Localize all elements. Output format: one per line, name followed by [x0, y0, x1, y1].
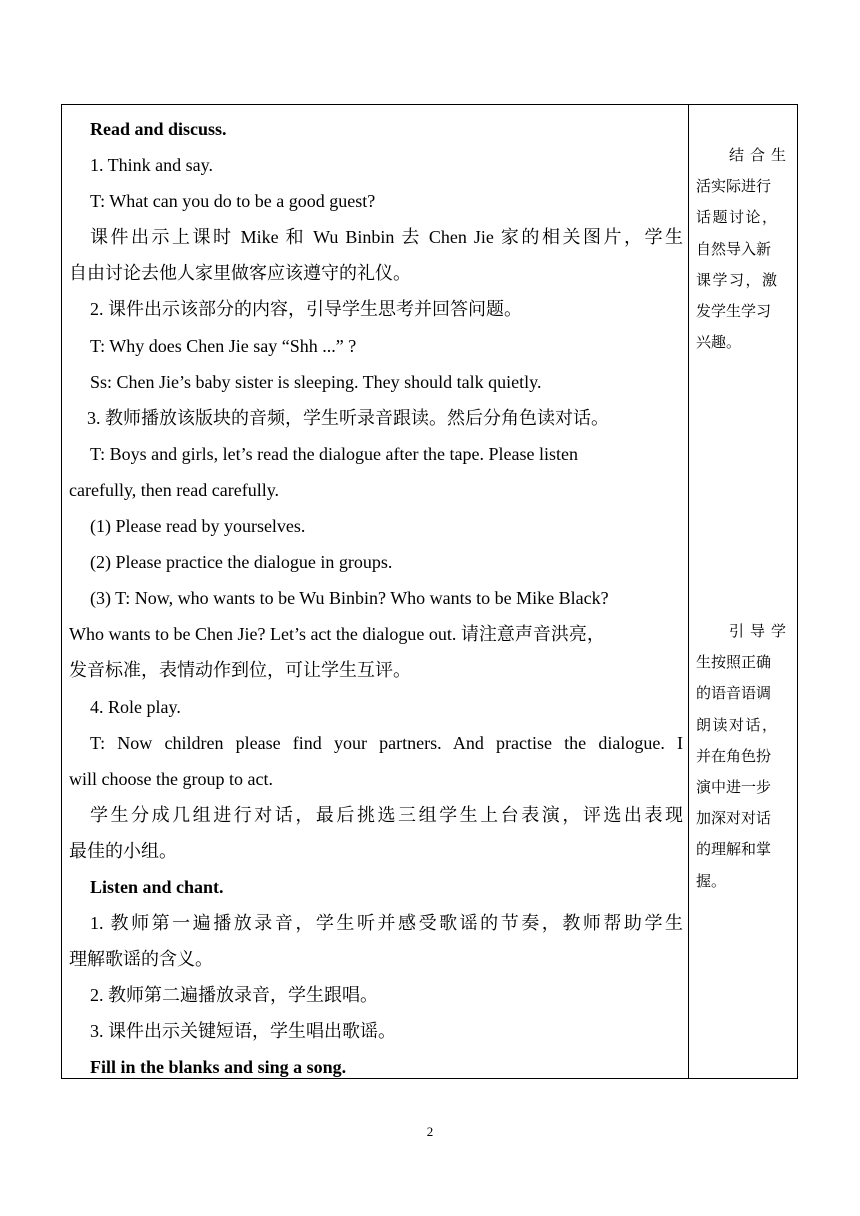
heading-listen-and-chant: Listen and chant.: [90, 876, 224, 897]
note-line: 结合生: [728, 148, 792, 164]
step-3: 3. 教师播放该版块的音频，学生听录音跟读。然后分角色读对话。: [87, 407, 609, 428]
note-line: 并在角色扮: [696, 748, 772, 765]
note-line: 的理解和掌: [696, 842, 772, 859]
note-line: 兴趣。: [696, 335, 742, 352]
sub-step-2: (2) Please practice the dialogue in groups.: [90, 552, 393, 573]
teaching-process-cell: [69, 111, 683, 1086]
note-line: 自然导入新: [696, 241, 772, 258]
teacher-question: T: What can you do to be a good guest?: [90, 191, 376, 212]
paragraph-line: 课件出示上课时 Mike 和 Wu Binbin 去 Chen Jie 家的相关图片，学生: [90, 227, 683, 248]
note-line: 加深对对话: [696, 811, 772, 828]
paragraph-line: 最佳的小组。: [69, 840, 177, 861]
chant-step-1: 1. 教师第一遍播放录音，学生听并感受歌谣的节奏，教师帮助学生: [90, 913, 683, 934]
note-line: 课学习，激: [696, 272, 779, 289]
design-intent-note-2: [696, 617, 792, 898]
note-line: 话题讨论，: [696, 210, 779, 227]
paragraph-line: will choose the group to act.: [69, 768, 273, 789]
paragraph-line: 发音标准，表情动作到位，可让学生互评。: [69, 660, 411, 681]
sub-step-3: (3) T: Now, who wants to be Wu Binbin? Who wants to be Mike Black?: [90, 588, 609, 609]
note-line: 发学生学习: [696, 303, 772, 320]
chant-step-3: 3. 课件出示关键短语，学生唱出歌谣。: [90, 1021, 396, 1042]
students-answer: Ss: Chen Jie’s baby sister is sleeping. They should talk quietly.: [90, 371, 542, 392]
step-think-and-say: 1. Think and say.: [90, 155, 213, 176]
note-line: 的语音语调: [696, 686, 772, 703]
note-line: 生按照正确: [696, 655, 772, 672]
note-line: 引导学: [728, 624, 792, 640]
note-line: 握。: [696, 873, 727, 890]
paragraph-line: Who wants to be Chen Jie? Let’s act the dialogue out. 请注意声音洪亮，: [69, 624, 605, 645]
teacher-question: T: Why does Chen Jie say “Shh ...” ?: [90, 335, 357, 356]
paragraph-line: 自由讨论去他人家里做客应该遵守的礼仪。: [69, 263, 411, 284]
paragraph-line: 学生分成几组进行对话，最后挑选三组学生上台表演，评选出表现: [90, 804, 683, 825]
paragraph-line: carefully, then read carefully.: [69, 479, 280, 500]
paragraph-line: T: Boys and girls, let’s read the dialogue after the tape. Please listen: [90, 443, 578, 464]
sub-step-1: (1) Please read by yourselves.: [90, 516, 306, 537]
paragraph-line: T: Now children please find your partners. And practise the dialogue. I: [90, 732, 683, 753]
heading-read-and-discuss: Read and discuss.: [90, 119, 227, 139]
column-divider: [688, 105, 689, 1078]
page-number: 2: [426, 1124, 434, 1139]
step-2: 2. 课件出示该部分的内容，引导学生思考并回答问题。: [90, 299, 522, 320]
step-4: 4. Role play.: [90, 696, 181, 717]
chant-step-2: 2. 教师第二遍播放录音，学生跟唱。: [90, 985, 378, 1006]
lesson-table: [61, 104, 798, 1079]
design-intent-note-1: [696, 141, 792, 359]
heading-fill-in-blanks: Fill in the blanks and sing a song.: [90, 1057, 347, 1078]
note-line: 活实际进行: [696, 179, 772, 196]
note-line: 演中进一步: [696, 779, 772, 796]
paragraph-line: 理解歌谣的含义。: [69, 949, 213, 970]
note-line: 朗读对话，: [696, 717, 779, 734]
